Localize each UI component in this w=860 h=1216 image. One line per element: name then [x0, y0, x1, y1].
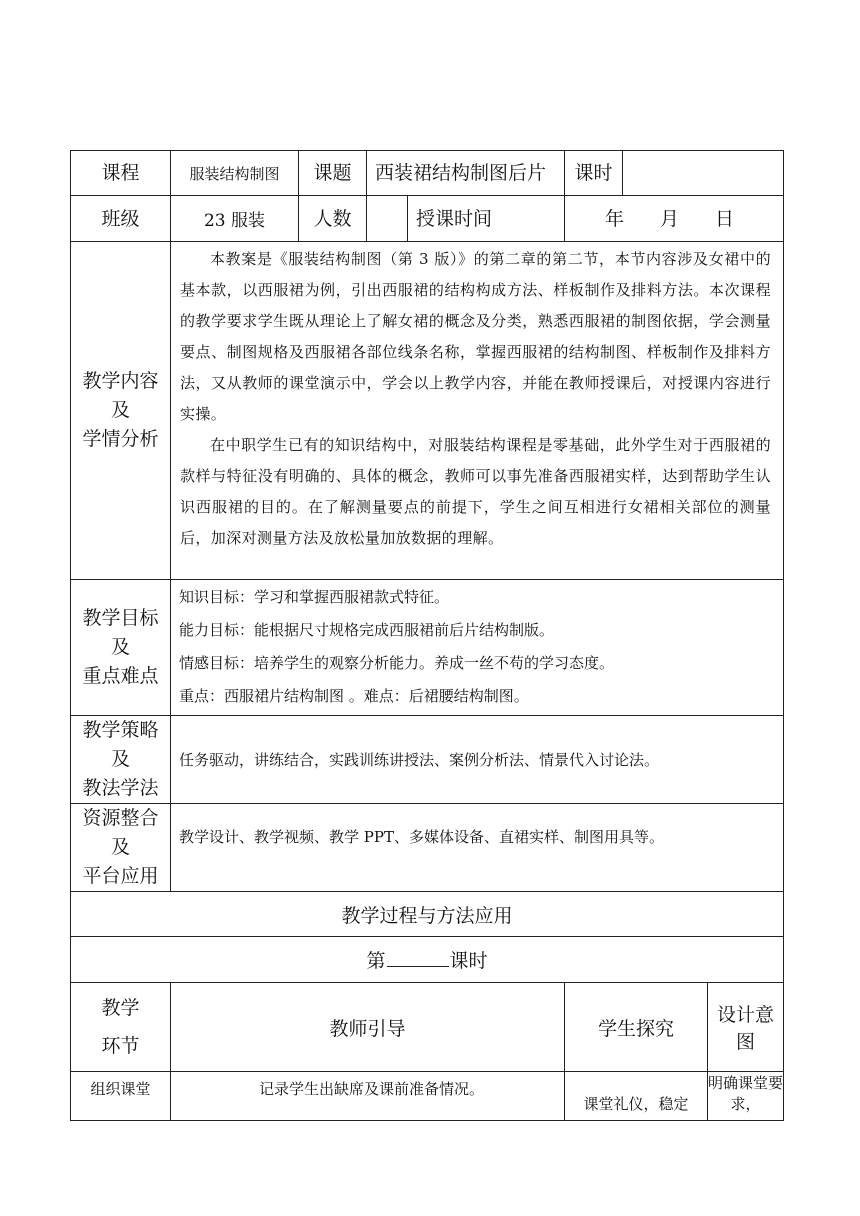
row-class: [71, 196, 784, 242]
row-process-title: [71, 892, 784, 937]
row-goals: [71, 580, 784, 716]
strategy-label-line1: 教学策略: [82, 719, 159, 741]
strategy-label-line2: 及: [110, 748, 130, 770]
strategy-content: 任务驱动，讲练结合，实践训练讲授法、案例分析法、情景代入讨论法。: [171, 716, 784, 804]
session-prefix: 第: [366, 950, 386, 972]
analysis-paragraph-2: 在中职学生已有的知识结构中，对服装结构课程是零基础，此外学生对于西服裙的款样与特征没有明确的、具体的概念，教师可以事先准备西服裙实样，达到帮助学生认识西服裙的目的。在了解测量要点的前提下，学生之间互相进行女裙相关部位的测量后，加深对测量方法及放松量加放数据的理解。: [180, 436, 772, 547]
goals-label: [71, 580, 171, 716]
strategy-label: [71, 716, 171, 804]
row-strategy: [71, 716, 784, 804]
row1-student: 课堂礼仪，稳定: [565, 1072, 708, 1120]
resources-content: 教学设计、教学视频、教学 PPT、多媒体设备、直裙实样、制图用具等。: [171, 804, 784, 892]
col-student-header: 学生探究: [565, 983, 708, 1071]
process-title: 教学过程与方法应用: [71, 892, 784, 937]
row1-subtable: [565, 1072, 783, 1120]
topic-value: 西装裙结构制图后片: [367, 151, 565, 196]
class-label: 班级: [71, 196, 171, 242]
analysis-content: [171, 242, 784, 580]
row1-student-intent-cell: [565, 1072, 784, 1121]
row-column-headers: [71, 983, 784, 1072]
hours-label: 课时: [565, 151, 623, 196]
col-intent-header: 设计意图: [717, 1004, 775, 1053]
row1-teacher: 记录学生出缺席及课前准备情况。: [171, 1072, 565, 1121]
col-stage-line2: 环节: [101, 1035, 140, 1057]
row-resources: [71, 804, 784, 892]
time-label: 授课时间: [408, 196, 565, 242]
resources-label-line3: 平台应用: [82, 865, 159, 887]
strategy-label-line3: 教法学法: [82, 777, 159, 799]
resources-label-line2: 及: [110, 836, 130, 858]
session-suffix: 课时: [449, 950, 488, 972]
goal-ability: 能力目标：能根据尺寸规格完成西服裙前后片结构制版。: [179, 621, 555, 639]
session-line: [71, 937, 784, 983]
resources-label-line1: 资源整合: [82, 807, 159, 829]
row-session: [71, 937, 784, 983]
date-day: 日: [715, 207, 735, 230]
col-stage-line1: 教学: [101, 997, 140, 1019]
count-value: [367, 196, 408, 242]
session-blank: [387, 948, 449, 967]
class-value: 23 服装: [171, 196, 299, 242]
analysis-label-line1: 教学内容: [82, 370, 159, 392]
row1-stage: 组织课堂: [71, 1072, 171, 1121]
course-label: 课程: [71, 151, 171, 196]
hours-value: [623, 151, 784, 196]
row-organize-class: [71, 1072, 784, 1121]
date-year: 年: [605, 207, 625, 230]
goal-emotion: 情感目标：培养学生的观察分析能力。养成一丝不苟的学习态度。: [179, 654, 615, 672]
resources-label: [71, 804, 171, 892]
date-value: [565, 196, 784, 242]
goals-label-line1: 教学目标: [82, 607, 159, 629]
goals-content: [171, 580, 784, 716]
student-intent-subtable: [565, 983, 783, 1071]
goal-key-points: 重点：西服裙片结构制图 。难点：后裙腰结构制图。: [179, 687, 529, 705]
date-month: 月: [660, 207, 680, 230]
col-teacher-header: 教师引导: [171, 983, 565, 1072]
analysis-paragraph-1: 本教案是《服装结构制图（第 3 版）》的第二章的第二节，本节内容涉及女裙中的基本款，以西服裙为例，引出西服裙的结构构成方法、样板制作及排料方法。本次课程的教学要求学生既从理论上了解女裙的概念及分类，熟悉西服裙的制图依据，学会测量要点、制图规格及西服裙各部位线条名称，掌握西服裙的结构制图、样板制作及排料方法，又从教师的课堂演示中，学会以上教学内容，并能在教师授课后，对授课内容进行实操。: [180, 250, 772, 423]
goals-label-line3: 重点难点: [82, 665, 159, 687]
course-value: 服装结构制图: [171, 151, 299, 196]
topic-label: 课题: [299, 151, 367, 196]
analysis-label: [71, 242, 171, 580]
count-label: 人数: [299, 196, 367, 242]
row1-intent: 明确课堂要求，: [708, 1074, 784, 1113]
col-stage-header: [71, 983, 171, 1072]
row-analysis: [71, 242, 784, 580]
analysis-label-line2: 及: [110, 399, 130, 421]
col-student-intent-cell: [565, 983, 784, 1072]
goals-label-line2: 及: [110, 636, 130, 658]
analysis-label-line3: 学情分析: [82, 428, 159, 450]
lesson-plan-table: [70, 150, 784, 1121]
row-course: [71, 151, 784, 196]
goal-knowledge: 知识目标：学习和掌握西服裙款式特征。: [179, 588, 450, 606]
